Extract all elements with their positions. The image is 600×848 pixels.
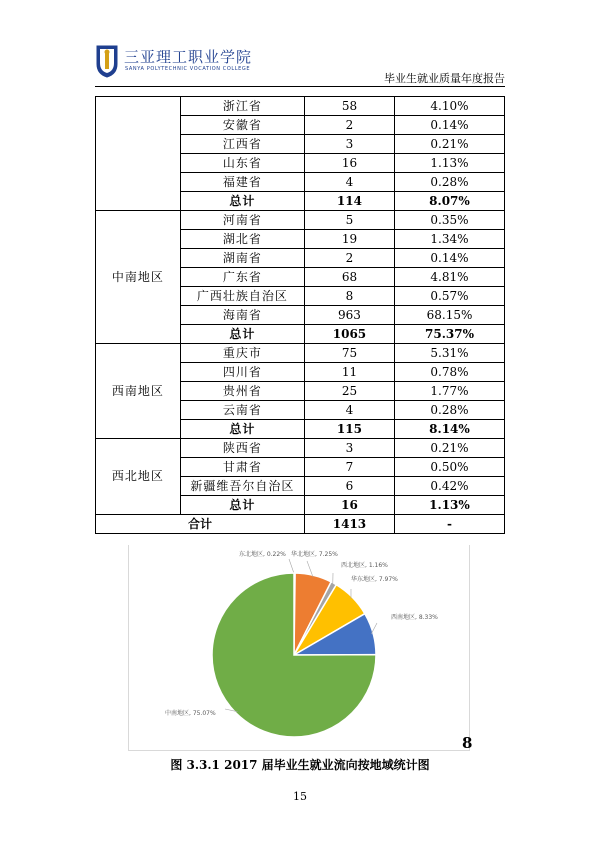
count-cell: 68 [304, 268, 394, 287]
pie-slice-label: 东北地区, 0.22% [239, 551, 286, 558]
count-cell: 963 [304, 306, 394, 325]
province-cell: 新疆维吾尔自治区 [180, 477, 304, 496]
province-cell: 河南省 [180, 211, 304, 230]
count-cell: 25 [304, 382, 394, 401]
percent-cell: 4.10% [394, 97, 504, 116]
province-cell: 安徽省 [180, 116, 304, 135]
percent-cell: 1.77% [394, 382, 504, 401]
percent-cell: 0.50% [394, 458, 504, 477]
figure-marker: 8 [462, 734, 473, 752]
region-pie-chart [129, 545, 469, 750]
count-cell: 19 [304, 230, 394, 249]
count-cell: 16 [304, 496, 394, 515]
count-cell: 4 [304, 401, 394, 420]
percent-cell: 68.15% [394, 306, 504, 325]
province-cell: 广西壮族自治区 [180, 287, 304, 306]
table-row [96, 97, 505, 116]
count-cell: 2 [304, 249, 394, 268]
province-cell: 贵州省 [180, 382, 304, 401]
percent-cell: 1.34% [394, 230, 504, 249]
percent-cell: 8.07% [394, 192, 504, 211]
pie-slice-label: 西南地区, 8.33% [391, 614, 438, 621]
grand-total-label: 合计 [96, 515, 305, 534]
province-cell: 总计 [180, 420, 304, 439]
province-cell: 陕西省 [180, 439, 304, 458]
count-cell: 3 [304, 439, 394, 458]
count-cell: 2 [304, 116, 394, 135]
school-name-cn: 三亚理工职业学院 [124, 48, 253, 66]
count-cell: 114 [304, 192, 394, 211]
pie-chart-container [128, 545, 473, 752]
province-cell: 云南省 [180, 401, 304, 420]
province-cell: 浙江省 [180, 97, 304, 116]
page-header [0, 0, 600, 90]
college-shield-logo-icon [95, 44, 119, 78]
percent-cell: 1.13% [394, 496, 504, 515]
province-cell: 福建省 [180, 173, 304, 192]
percent-cell: 0.21% [394, 135, 504, 154]
province-cell: 湖南省 [180, 249, 304, 268]
count-cell: 6 [304, 477, 394, 496]
pie-slice-label: 华北地区, 7.25% [291, 551, 338, 558]
report-title: 毕业生就业质量年度报告 [384, 72, 505, 85]
figure-caption: 图 3.3.1 2017 届毕业生就业流向按地域统计图 [170, 758, 430, 772]
province-cell: 湖北省 [180, 230, 304, 249]
percent-cell: 0.35% [394, 211, 504, 230]
province-cell: 江西省 [180, 135, 304, 154]
percent-cell: 0.57% [394, 287, 504, 306]
province-cell: 山东省 [180, 154, 304, 173]
header-divider [95, 86, 505, 87]
count-cell: 7 [304, 458, 394, 477]
percent-cell: 1.13% [394, 154, 504, 173]
region-cell: 中南地区 [96, 211, 181, 344]
percent-cell: 0.42% [394, 477, 504, 496]
percent-cell: 0.21% [394, 439, 504, 458]
grand-total-percent: - [394, 515, 504, 534]
province-cell: 总计 [180, 496, 304, 515]
percent-cell: 5.31% [394, 344, 504, 363]
province-cell: 广东省 [180, 268, 304, 287]
grand-total-row [96, 515, 505, 534]
grand-total-count: 1413 [304, 515, 394, 534]
percent-cell: 75.37% [394, 325, 504, 344]
count-cell: 75 [304, 344, 394, 363]
table-row [96, 344, 505, 363]
province-cell: 总计 [180, 192, 304, 211]
count-cell: 1065 [304, 325, 394, 344]
percent-cell: 0.28% [394, 401, 504, 420]
count-cell: 115 [304, 420, 394, 439]
percent-cell: 4.81% [394, 268, 504, 287]
percent-cell: 8.14% [394, 420, 504, 439]
count-cell: 16 [304, 154, 394, 173]
count-cell: 4 [304, 173, 394, 192]
percent-cell: 0.28% [394, 173, 504, 192]
table-row [96, 211, 505, 230]
count-cell: 8 [304, 287, 394, 306]
province-cell: 重庆市 [180, 344, 304, 363]
province-cell: 甘肃省 [180, 458, 304, 477]
province-cell: 海南省 [180, 306, 304, 325]
region-cell: 西北地区 [96, 439, 181, 515]
table-row [96, 439, 505, 458]
province-cell: 总计 [180, 325, 304, 344]
table-body [96, 97, 505, 534]
percent-cell: 0.14% [394, 116, 504, 135]
employment-region-table [95, 96, 505, 534]
pie-slice-label: 中南地区, 75.07% [165, 710, 216, 717]
province-cell: 四川省 [180, 363, 304, 382]
count-cell: 11 [304, 363, 394, 382]
percent-cell: 0.78% [394, 363, 504, 382]
count-cell: 58 [304, 97, 394, 116]
region-cell [96, 97, 181, 211]
pie-slice-label: 西北地区, 1.16% [341, 562, 388, 569]
school-name-en: SANYA POLYTECHNIC VOCATION COLLEGE [125, 66, 251, 72]
region-cell: 西南地区 [96, 344, 181, 439]
page-number: 15 [293, 790, 307, 803]
count-cell: 3 [304, 135, 394, 154]
percent-cell: 0.14% [394, 249, 504, 268]
pie-slice-label: 华东地区, 7.97% [351, 576, 398, 583]
count-cell: 5 [304, 211, 394, 230]
